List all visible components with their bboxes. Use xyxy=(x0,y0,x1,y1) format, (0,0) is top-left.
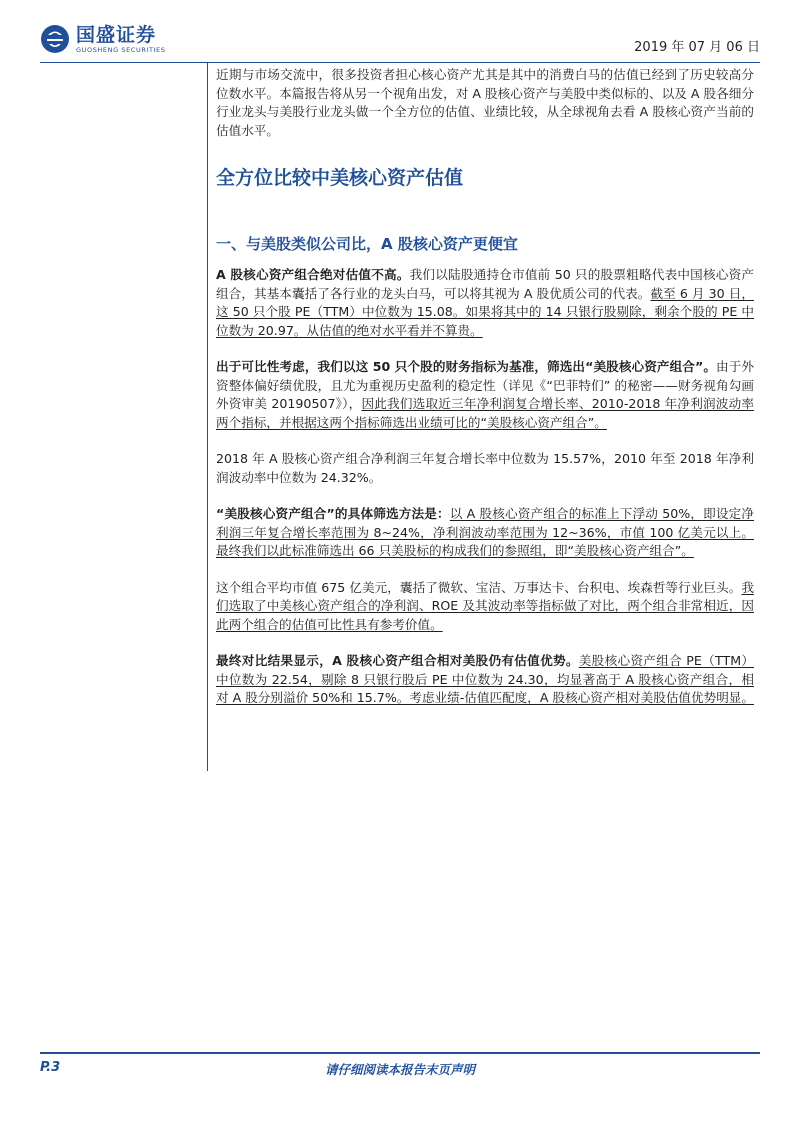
p1-underlined: 截至 6 月 30 日，这 50 只个股 PE（TTM）中位数为 15.08。如果将其中的 14 只银行股剔除，剩余个股的 PE 中位数为 20.97。从估值的绝对水平看并不算贵。 xyxy=(216,285,754,338)
paragraph-2 xyxy=(216,358,754,432)
report-date: 2019 年 07 月 06 日 xyxy=(634,40,760,55)
guosheng-logo-icon xyxy=(40,24,70,54)
paragraph-3 xyxy=(216,450,754,487)
paragraph-1 xyxy=(216,266,754,340)
subsection-title: 一、与美股类似公司比，A 股核心资产更便宜 xyxy=(216,235,518,253)
paragraph-4 xyxy=(216,505,754,561)
p1-plain: 我们以陆股通持仓市值前 50 只的股票粗略代表中国核心资产组合，其基本囊括了各行业的龙头白马，可以将其视为 A 股优质公司的代表。 xyxy=(216,267,754,301)
intro-paragraph: 近期与市场交流中，很多投资者担心核心资产尤其是其中的消费白马的估值已经到了历史较高分位数水平。本篇报告将从另一个视角出发，对 A 股核心资产与美股中类似标的、以及 A 股各细分行业龙头与美股行业龙头做一个全方位的估值、业绩比较，从全球视角去看 A 股核心资产当前的估值水平。 xyxy=(216,67,754,138)
p4-bold: “美股核心资产组合”的具体筛选方法是： xyxy=(216,506,450,521)
subsection-heading-box xyxy=(216,234,518,254)
brand-logo xyxy=(40,24,165,54)
header-divider xyxy=(40,62,760,63)
footer-disclaimer: 请仔细阅读本报告末页声明 xyxy=(324,1062,475,1077)
p5-underlined: 我们选取了中美核心资产组合的净利润、ROE 及其波动率等指标做了对比，两个组合非常相近，因此两个组合的估值可比性具有参考价值。 xyxy=(216,579,754,632)
brand-name: 国盛证券 xyxy=(76,23,157,46)
page-number: P.3 xyxy=(40,1060,61,1075)
p5-plain: 这个组合平均市值 675 亿美元，囊括了微软、宝洁、万事达卡、台积电、埃森哲等行业巨头。 xyxy=(216,579,742,595)
brand-name-en: GUOSHENG SECURITIES xyxy=(76,45,166,54)
p6-bold: 最终对比结果显示，A 股核心资产组合相对美股仍有估值优势。 xyxy=(216,653,579,668)
paragraph-6 xyxy=(216,652,754,708)
p4-underlined: 以 A 股核心资产组合的标准上下浮动 50%，即设定净利润三年复合增长率范围为 8~24%，净利润波动率范围为 12~36%，市值 100 亿美元以上。最终我们以此标准筛选出 66 只美股标的构成我们的参照组，即“美股核心资产组合”。 xyxy=(216,506,754,558)
report-body-main xyxy=(216,266,754,708)
report-body xyxy=(216,66,754,140)
p3-plain: 2018 年 A 股核心资产组合净利润三年复合增长率中位数为 15.57%，2010 年至 2018 年净利润波动率中位数为 24.32%。 xyxy=(216,451,754,485)
p2-plain: 由于外资整体偏好绩优股，且尤为重视历史盈利的稳定性（详见《“巴菲特们” 的秘密——财务视角勾画外资审美 20190507》）， xyxy=(216,359,755,411)
section-heading-box xyxy=(216,166,463,190)
p2-bold: 出于可比性考虑，我们以这 50 只个股的财务指标为基准，筛选出“美股核心资产组合”。 xyxy=(216,359,717,374)
page-header xyxy=(40,24,760,58)
paragraph-5 xyxy=(216,579,754,635)
footer-divider xyxy=(40,1052,760,1054)
left-margin-rule xyxy=(207,63,208,771)
p6-underlined: 美股核心资产组合 PE（TTM）中位数为 22.54，剔除 8 只银行股后 PE 中位数为 24.30，均显著高于 A 股核心资产组合，相对 A 股分别溢价 50%和 15.7%。考虑业绩-估值匹配度，A 股核心资产相对美股估值优势明显。 xyxy=(216,653,754,705)
p1-bold: A 股核心资产组合绝对估值不高。 xyxy=(216,267,410,282)
section-title: 全方位比较中美核心资产估值 xyxy=(216,167,464,189)
p2-underlined: 因此我们选取近三年净利润复合增长率、2010-2018 年净利润波动率两个指标，并根据这两个指标筛选出业绩可比的“美股核心资产组合”。 xyxy=(216,396,754,430)
